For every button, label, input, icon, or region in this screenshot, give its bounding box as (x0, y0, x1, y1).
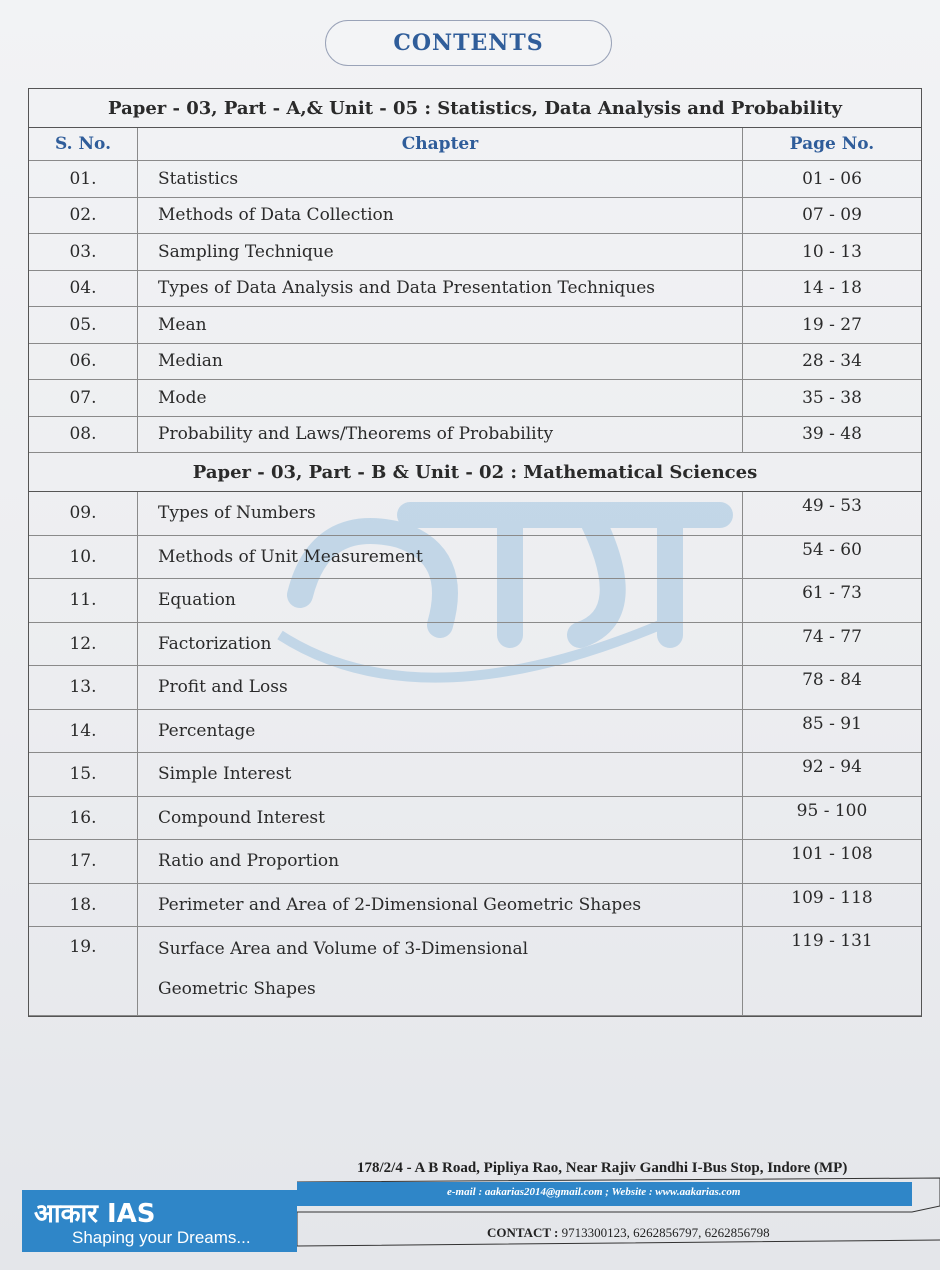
row-sno: 07. (29, 380, 138, 417)
table-row (29, 622, 921, 666)
row-sno: 17. (29, 840, 138, 884)
row-sno: 11. (29, 579, 138, 623)
table-row (29, 197, 921, 234)
table-row (29, 492, 921, 536)
row-sno: 15. (29, 753, 138, 797)
contents-table (28, 88, 922, 1017)
row-pages: 07 - 09 (743, 197, 922, 234)
row-chapter: Types of Data Analysis and Data Presentation Techniques (138, 270, 743, 307)
row-chapter: Statistics (138, 161, 743, 198)
row-sno: 14. (29, 709, 138, 753)
email-website-bar (297, 1182, 912, 1206)
row-sno: 06. (29, 343, 138, 380)
row-pages: 119 - 131 (743, 927, 922, 1016)
row-pages: 01 - 06 (743, 161, 922, 198)
row-chapter: Methods of Data Collection (138, 197, 743, 234)
row-chapter: Mean (138, 307, 743, 344)
contact-numbers: 9713300123, 6262856797, 6262856798 (561, 1225, 770, 1240)
row-pages: 74 - 77 (743, 622, 922, 666)
table-row (29, 380, 921, 417)
row-sno: 10. (29, 535, 138, 579)
row-sno: 08. (29, 416, 138, 453)
email-website-text[interactable]: e-mail : aakarias2014@gmail.com ; Website : www.aakarias.com (447, 1186, 741, 1198)
table-header-row (29, 128, 921, 161)
row-pages: 10 - 13 (743, 234, 922, 271)
row-sno: 09. (29, 492, 138, 536)
contents-title: CONTENTS (393, 30, 544, 56)
row-chapter: Percentage (138, 709, 743, 753)
footer (22, 1150, 940, 1254)
row-pages: 49 - 53 (743, 492, 922, 536)
row-chapter: Median (138, 343, 743, 380)
row-chapter-line1: Surface Area and Volume of 3-Dimensional (158, 939, 529, 959)
row-pages: 109 - 118 (743, 883, 922, 927)
table-row (29, 270, 921, 307)
row-pages: 85 - 91 (743, 709, 922, 753)
header-chapter: Chapter (138, 128, 743, 161)
row-chapter: Factorization (138, 622, 743, 666)
row-chapter: Mode (138, 380, 743, 417)
table-row (29, 343, 921, 380)
row-sno: 01. (29, 161, 138, 198)
table-row (29, 709, 921, 753)
table-row (29, 579, 921, 623)
address-text: 178/2/4 - A B Road, Pipliya Rao, Near Rajiv Gandhi I-Bus Stop, Indore (MP) (357, 1160, 848, 1176)
part-a-title: Paper - 03, Part - A,& Unit - 05 : Statistics, Data Analysis and Probability (29, 89, 921, 128)
table-row (29, 666, 921, 710)
row-pages: 92 - 94 (743, 753, 922, 797)
row-chapter: Methods of Unit Measurement (138, 535, 743, 579)
row-pages: 19 - 27 (743, 307, 922, 344)
row-chapter: Compound Interest (138, 796, 743, 840)
table-row (29, 416, 921, 453)
part-b-title: Paper - 03, Part - B & Unit - 02 : Mathematical Sciences (29, 453, 921, 492)
row-chapter (138, 927, 743, 1016)
row-pages: 28 - 34 (743, 343, 922, 380)
row-pages: 95 - 100 (743, 796, 922, 840)
row-sno: 12. (29, 622, 138, 666)
row-sno: 04. (29, 270, 138, 307)
table-row (29, 840, 921, 884)
address-block (297, 1150, 940, 1250)
row-pages: 101 - 108 (743, 840, 922, 884)
contents-header (325, 20, 612, 66)
row-sno: 19. (29, 927, 138, 1016)
row-sno: 02. (29, 197, 138, 234)
row-pages: 39 - 48 (743, 416, 922, 453)
table-row (29, 234, 921, 271)
brand-logo-text: आकार IAS (34, 1199, 156, 1229)
row-chapter: Equation (138, 579, 743, 623)
table-row (29, 161, 921, 198)
table-row (29, 307, 921, 344)
brand-block (22, 1190, 297, 1252)
brand-tagline: Shaping your Dreams... (72, 1228, 251, 1247)
row-chapter: Perimeter and Area of 2-Dimensional Geometric Shapes (138, 883, 743, 927)
contact-line (487, 1225, 770, 1241)
row-chapter-line2: Geometric Shapes (158, 979, 316, 999)
row-chapter: Profit and Loss (138, 666, 743, 710)
table-row (29, 883, 921, 927)
row-chapter: Ratio and Proportion (138, 840, 743, 884)
header-sno: S. No. (29, 128, 138, 161)
row-sno: 16. (29, 796, 138, 840)
header-page: Page No. (743, 128, 922, 161)
row-sno: 13. (29, 666, 138, 710)
table-row (29, 927, 921, 1016)
row-sno: 03. (29, 234, 138, 271)
contact-label: CONTACT : (487, 1225, 559, 1240)
row-chapter: Sampling Technique (138, 234, 743, 271)
row-sno: 05. (29, 307, 138, 344)
table-row (29, 535, 921, 579)
row-sno: 18. (29, 883, 138, 927)
row-pages: 14 - 18 (743, 270, 922, 307)
table-row (29, 796, 921, 840)
row-pages: 61 - 73 (743, 579, 922, 623)
row-pages: 54 - 60 (743, 535, 922, 579)
row-chapter: Simple Interest (138, 753, 743, 797)
table-row (29, 753, 921, 797)
row-chapter: Probability and Laws/Theorems of Probability (138, 416, 743, 453)
row-pages: 35 - 38 (743, 380, 922, 417)
row-chapter: Types of Numbers (138, 492, 743, 536)
row-pages: 78 - 84 (743, 666, 922, 710)
